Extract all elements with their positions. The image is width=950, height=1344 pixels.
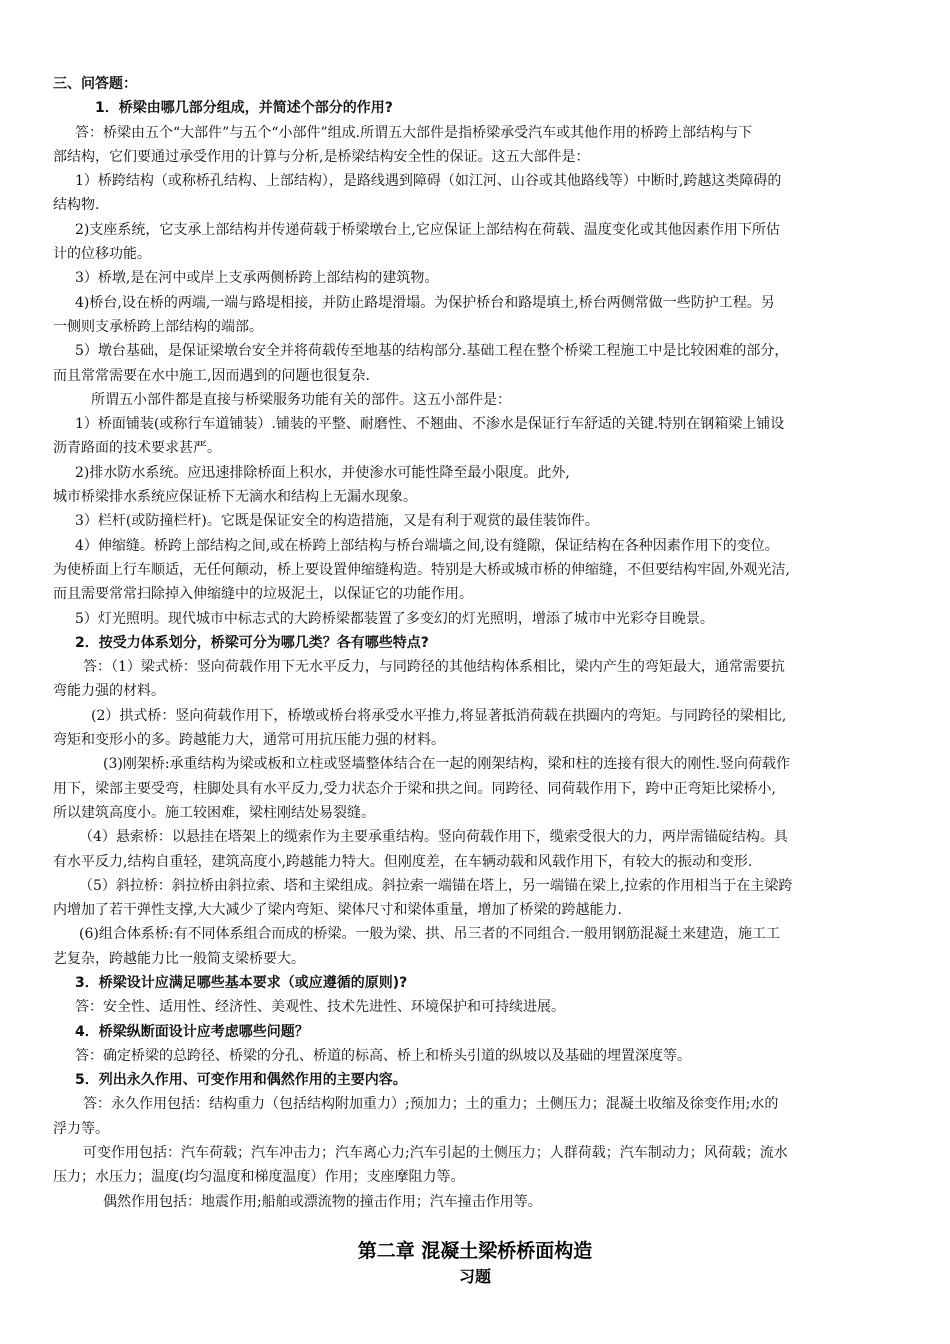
text-line: 1）桥面铺装(或称行车道铺装）.铺装的平整、耐磨性、不翘曲、不渗水是保证行车舒适的关键.特别在钢箱梁上铺设 [75, 416, 785, 433]
text-line: 3）栏杆(或防撞栏杆)。它既是保证安全的构造措施，又是有利于观赏的最佳装饰件。 [75, 513, 599, 530]
text-line: 为使桥面上行车顺适，无任何颠动，桥上要设置伸缩缝构造。特别是大桥或城市桥的伸缩缝，不但要结构牢固,外观光洁, [53, 561, 790, 578]
text-line: 艺复杂，跨越能力比一般简支梁桥要大。 [53, 950, 305, 967]
text-line: 一侧则支承桥跨上部结构的端部。 [53, 318, 263, 335]
text-line: 结构物. [53, 197, 100, 214]
text-line: 所谓五小部件都是直接与桥梁服务功能有关的部件。这五小部件是： [91, 391, 511, 408]
text-line: 部结构，它们要通过承受作用的计算与分析,是桥梁结构安全性的保证。这五大部件是： [53, 148, 590, 165]
text-line: 2)支座系统，它支承上部结构并传递荷载于桥梁墩台上,它应保证上部结构在荷载、温度变化或其他因素作用下所估 [75, 221, 780, 238]
text-lines [53, 96, 903, 1214]
question-heading: 2．按受力体系划分，桥梁可分为哪几类？各有哪些特点? [75, 634, 429, 651]
text-line: 答：永久作用包括：结构重力（包括结构附加重力）;预加力；土的重力；土侧压力；混凝土收缩及徐变作用;水的 [83, 1096, 779, 1113]
text-line: 2)排水防水系统。应迅速排除桥面上积水，并使渗水可能性降至最小限度。此外, [75, 464, 570, 481]
text-line: (2）拱式桥：竖向荷载作用下，桥墩或桥台将承受水平推力,将显著抵消荷载在拱圈内的弯矩。与同跨径的梁相比, [91, 707, 787, 724]
text-line: （4）悬索桥：以悬挂在塔架上的缆索作为主要承重结构。竖向荷载作用下，缆索受很大的力，两岸需锚碇结构。具 [79, 829, 788, 846]
text-line: 所以建筑高度小。施工较困难，梁柱刚结处易裂缝。 [53, 804, 375, 821]
text-line: 4）伸缩缝。桥跨上部结构之间,或在桥跨上部结构与桥台端墙之间,设有缝隙，保证结构在各种因素作用下的变位。 [75, 537, 779, 554]
text-line: 5）墩台基础，是保证梁墩台安全并将荷载传至地基的结构部分.基础工程在整个桥梁工程施工中是比较困难的部分， [75, 343, 789, 360]
section-title: 三、问答题： [53, 76, 137, 92]
question-heading: 4．桥梁纵断面设计应考虑哪些问题？ [75, 1023, 309, 1040]
text-line: （5）斜拉桥：斜拉桥由斜拉索、塔和主梁组成。斜拉索一端锚在塔上，另一端锚在梁上,拉索的作用相当于在主梁跨 [79, 877, 793, 894]
document-body [53, 72, 903, 1214]
text-line: 沥青路面的技术要求甚严。 [53, 440, 221, 457]
chapter-title: 第二章 混凝土梁桥桥面构造 [357, 1240, 593, 1262]
text-line: 答：桥梁由五个“大部件”与五个“小部件”组成.所谓五大部件是指桥梁承受汽车或其他作用的桥跨上部结构与下 [75, 124, 753, 141]
text-line: 可变作用包括：汽车荷载；汽车冲击力；汽车离心力;汽车引起的土侧压力；人群荷载；汽车制动力；风荷载；流水 [83, 1145, 788, 1162]
text-line: 弯矩和变形小的多。跨越能力大，通常可用抗压能力强的材料。 [53, 732, 445, 749]
question-heading: 5．列出永久作用、可变作用和偶然作用的主要内容。 [75, 1072, 407, 1089]
text-line: 有水平反力,结构自重轻，建筑高度小,跨越能力特大。但刚度差，在车辆动载和风载作用下，有较大的振动和变形. [53, 853, 753, 870]
text-line: (3)刚架桥:承重结构为梁或板和立柱或竖墙整体结合在一起的刚架结构，梁和柱的连接有很大的刚性.竖向荷载作 [103, 756, 790, 773]
text-line: 答：（1）梁式桥：竖向荷载作用下无水平反力，与同跨径的其他结构体系相比，梁内产生的弯矩最大，通常需要抗 [83, 659, 785, 676]
text-line: 而且常常需要在水中施工,因而遇到的问题也很复杂. [53, 367, 370, 384]
text-line: 计的位移功能。 [53, 246, 151, 263]
text-line: (6)组合体系桥:有不同体系组合而成的桥梁。一般为梁、拱、吊三者的不同组合.一般用钢筋混凝土来建造，施工工 [79, 926, 780, 943]
text-line: 偶然作用包括：地震作用;船舶或漂流物的撞击作用；汽车撞击作用等。 [103, 1193, 542, 1210]
text-line: 4)桥台,设在桥的两端,一端与路堤相接，并防止路堤滑塌。为保护桥台和路堤填土,桥台两侧常做一些防护工程。另 [75, 294, 775, 311]
text-line: 3）桥墩,是在河中或岸上支承两侧桥跨上部结构的建筑物。 [75, 270, 439, 287]
chapter-subtitle: 习题 [458, 1267, 491, 1286]
text-line: 5）灯光照明。现代城市中标志式的大跨桥梁都装置了多变幻的灯光照明，增添了城市中光彩夺目晚景。 [75, 610, 714, 627]
text-line: 1）桥跨结构（或称桥孔结构、上部结构），是路线遇到障碍（如江河、山谷或其他路线等）中断时,跨越这类障碍的 [75, 173, 782, 190]
text-line: 而且需要常常扫除掉入伸缩缝中的垃圾泥土，以保证它的功能作用。 [53, 586, 473, 603]
text-line: 用下，梁部主要受弯，柱脚处具有水平反力,受力状态介于梁和拱之间。同跨径、同荷载作用下，跨中正弯矩比梁桥小, [53, 780, 776, 797]
text-line: 浮力等。 [53, 1120, 109, 1137]
text-line: 内增加了若干弹性支撑,大大减少了梁内弯矩、梁体尺寸和梁体重量，增加了桥梁的跨越能力. [53, 902, 622, 919]
text-line: 压力；水压力；温度(均匀温度和梯度温度）作用；支座摩阻力等。 [53, 1169, 465, 1186]
question-heading: 3．桥梁设计应满足哪些基本要求（或应遵循的原则)? [75, 974, 408, 991]
text-line: 弯能力强的材料。 [53, 683, 165, 700]
question-heading: 1．桥梁由哪几部分组成，并简述个部分的作用? [95, 100, 393, 117]
text-line: 城市桥梁排水系统应保证桥下无滴水和结构上无漏水现象。 [53, 489, 417, 506]
text-line: 答：确定桥梁的总跨径、桥梁的分孔、桥道的标高、桥上和桥头引道的纵坡以及基础的埋置深度等。 [75, 1047, 691, 1064]
text-line: 答：安全性、适用性、经济性、美观性、技术先进性、环境保护和可持续进展。 [75, 999, 565, 1016]
